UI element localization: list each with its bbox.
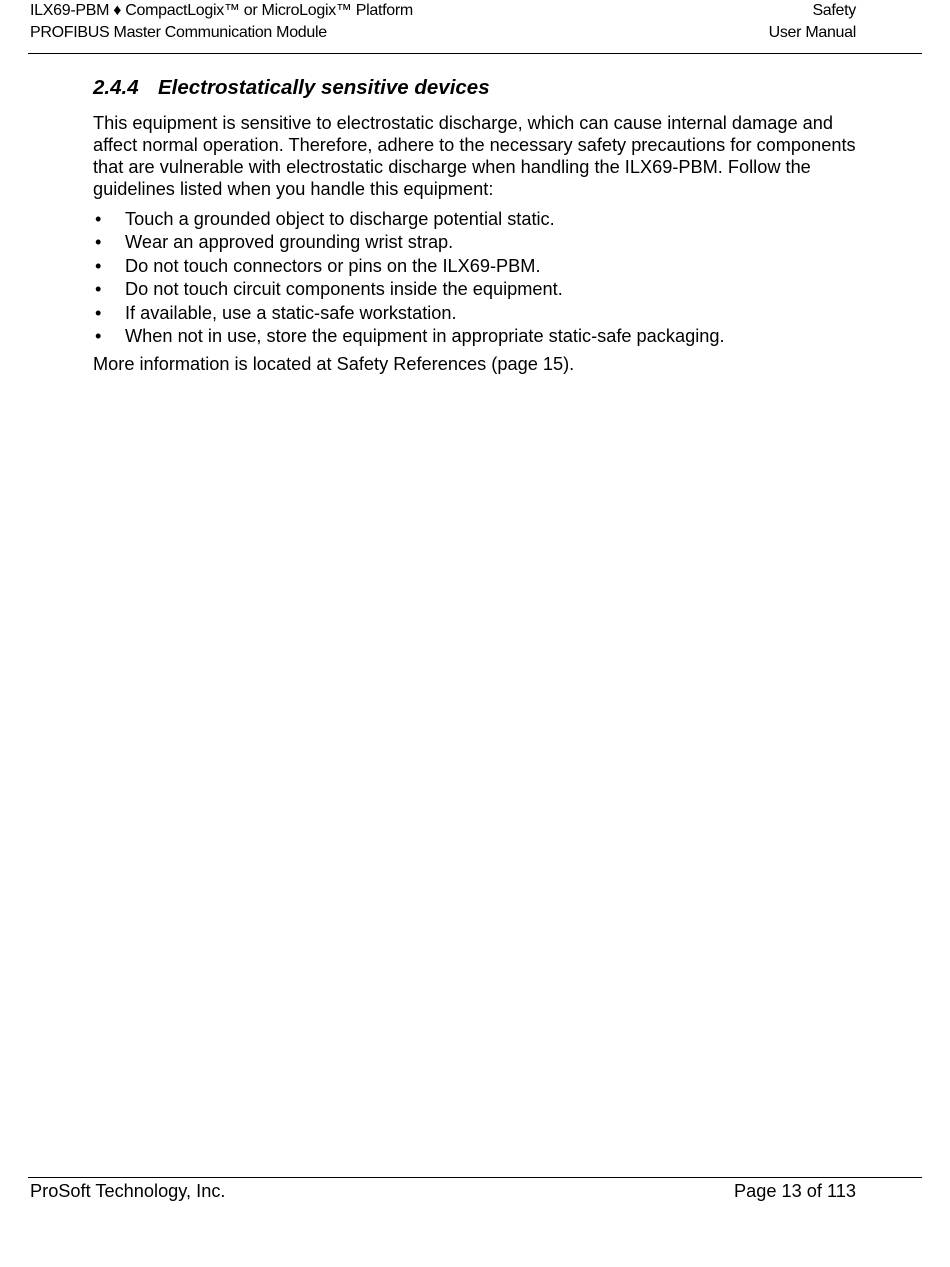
section-number: 2.4.4 [93,76,139,99]
header-product-subtitle: PROFIBUS Master Communication Module [30,24,327,41]
list-item [93,302,858,325]
main-content [93,74,858,375]
list-item-text: If available, use a static-safe workstation. [125,302,457,323]
bullet-icon: • [95,279,102,300]
header-chapter: Safety [812,2,856,19]
list-item-text: Wear an approved grounding wrist strap. [125,232,454,253]
footer-divider [28,1177,922,1178]
list-item [93,278,858,301]
section-heading [93,74,858,102]
footer-page-number: Page 13 of 113 [733,1181,856,1201]
bullet-icon: • [95,326,102,347]
header-left [30,0,413,44]
guidelines-list [93,208,858,348]
list-item [93,231,858,254]
intro-paragraph: This equipment is sensitive to electrostatic discharge, which can cause internal damage and affect normal operation. Therefore, adhere to the necessary safety precautions for components that are vulnerable with electrostatic discharge when handling the ILX69-PBM. Follow the guidelines listed when you handle this equipment: [93,113,856,199]
list-item-text: Touch a grounded object to discharge potential static. [125,209,555,229]
list-item [93,255,858,278]
list-item-text: Do not touch connectors or pins on the ILX69-PBM. [125,255,541,276]
header-divider [28,53,922,54]
bullet-icon: • [95,209,102,229]
list-item-text: When not in use, store the equipment in appropriate static-safe packaging. [125,326,725,347]
header-document-type: User Manual [768,24,856,41]
bullet-icon: • [95,232,102,253]
section-title: Electrostatically sensitive devices [158,76,490,99]
bullet-icon: • [95,255,102,276]
list-item [93,325,858,348]
list-item [93,208,858,231]
header-right [769,0,856,44]
bullet-icon: • [95,302,102,323]
footer-company: ProSoft Technology, Inc. [30,1181,226,1201]
more-info-reference: More information is located at Safety References (page 15). [93,354,575,375]
header-product-title: ILX69-PBM ♦ CompactLogix™ or MicroLogix™ Platform [30,2,413,19]
list-item-text: Do not touch circuit components inside the equipment. [125,279,563,300]
